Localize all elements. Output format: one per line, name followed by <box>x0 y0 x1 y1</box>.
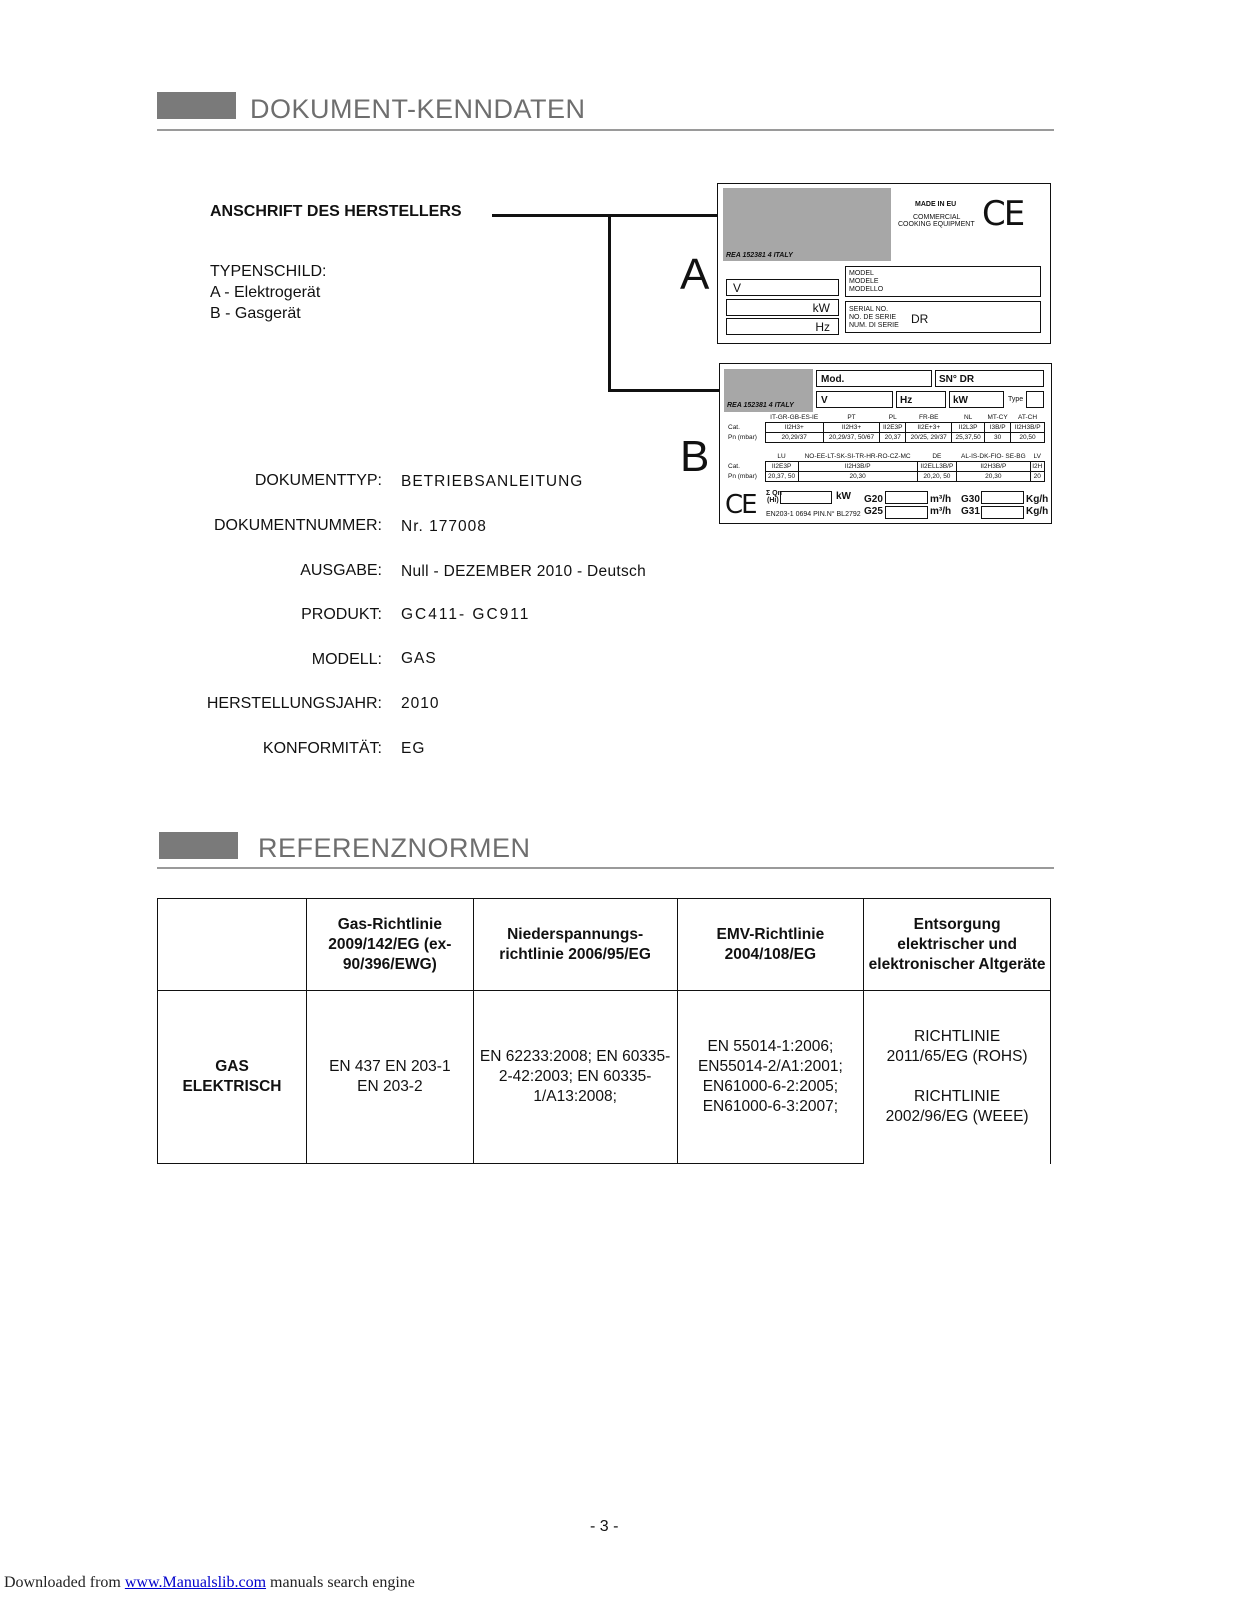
field-value-konformitaet: EG <box>401 740 426 757</box>
page-number: - 3 - <box>590 1518 619 1535</box>
plate-a-model-field: MODEL MODELE MODELLO <box>845 266 1041 297</box>
plate-b-m3h-2: m³/h <box>930 506 952 517</box>
norms-table <box>157 898 1051 1164</box>
manufacturer-label: ANSCHRIFT DES HERSTELLERS <box>210 203 462 220</box>
table-header-emv: EMV-Richtlinie 2004/108/EG <box>677 899 864 991</box>
plate-b-g30-field <box>981 491 1024 504</box>
typenschild-a: A - Elektrogerät <box>210 284 321 301</box>
disposal-weee: RICHTLINIE 2002/96/EG (WEEE) <box>885 1088 1029 1126</box>
plate-b-sn-field: SN° DR <box>935 370 1044 387</box>
plate-a-logo-area <box>723 188 891 261</box>
plate-b-qn-field <box>780 491 832 504</box>
footer-suffix: manuals search engine <box>266 1574 415 1591</box>
table-header-empty <box>158 899 307 991</box>
section-rule <box>157 867 1054 869</box>
plate-a <box>717 183 1051 344</box>
section-title-referenznormen: REFERENZNORMEN <box>258 833 531 863</box>
plate-b-ce-mark: CE <box>725 490 756 520</box>
field-label-produkt: PRODUKT: <box>301 606 382 623</box>
plate-b-letter: B <box>680 432 710 481</box>
plate-b-g20: G20 <box>864 494 883 505</box>
table-row <box>158 991 1051 1164</box>
field-value-herstellungsjahr: 2010 <box>401 695 440 712</box>
connector-line <box>492 214 719 217</box>
plate-b-g30: G30 <box>961 494 980 505</box>
table-cell-disposal <box>864 991 1051 1164</box>
plate-a-letter: A <box>680 250 710 299</box>
plate-b-kw2: kW <box>836 491 851 502</box>
connector-line <box>608 389 720 392</box>
plate-b-table-2: LU NO-EE-LT-SK-SI-TR-HR-RO-CZ-MC DE AL-IS-DK-FIO- SE-BG LV Cat. II2E3P II2H3B/P II2ELL3B/P II2H3B/P I2H Pn (mbar) 20,37, 50 20,30 20,20, 50 20,30 20 <box>727 452 1045 482</box>
table-cell-emv: EN 55014-1:2006; EN55014-2/A1:2001; EN61000-6-2:2005; EN61000-6-3:2007; <box>677 991 864 1164</box>
plate-b-g25-field <box>885 506 928 519</box>
footer <box>4 1574 415 1592</box>
plate-b-g25: G25 <box>864 506 883 517</box>
table-header-disposal: Entsorgung elektrischer und elektronischer Altgeräte <box>864 899 1051 991</box>
plate-b-en-pin: EN203-1 0694 PIN.N° BL2792 <box>766 511 861 518</box>
plate-a-cooking: COOKING EQUIPMENT <box>898 221 975 228</box>
plate-b-v-field: V <box>816 391 893 408</box>
plate-b-type-field <box>1026 391 1044 408</box>
plate-b-kgh-2: Kg/h <box>1026 506 1049 517</box>
section-bar <box>159 832 238 859</box>
table-cell-gas: EN 437 EN 203-1 EN 203-2 <box>306 991 473 1164</box>
plate-b-g31: G31 <box>961 506 980 517</box>
field-label-konformitaet: KONFORMITÄT: <box>262 740 382 757</box>
field-label-ausgabe: AUSGABE: <box>300 562 382 579</box>
field-label-herstellungsjahr: HERSTELLUNGSJAHR: <box>206 695 382 712</box>
plate-a-serial-field: SERIAL NO. NO. DE SERIE NUM. DI SERIE DR <box>845 301 1041 333</box>
plate-a-made-in: MADE IN EU <box>915 201 957 208</box>
table-header-low-voltage: Niederspannungs-richtlinie 2006/95/EG <box>473 899 677 991</box>
table-header-gas: Gas-Richtlinie 2009/142/EG (ex-90/396/EWG) <box>306 899 473 991</box>
disposal-rohs: RICHTLINIE 2011/65/EG (ROHS) <box>886 1028 1028 1066</box>
field-value-produkt: GC411- GC911 <box>401 606 531 623</box>
plate-b-table-1: IT-GR-GB-ES-IE PT PL FR-BE NL MT-CY AT-CH Cat. II2H3+ II2H3+ II2E3P II2E+3+ II2L3P I3B/P II2H3B/P Pn (mbar) 20,29/37 20,29/37, 50/67 20,37 20/25, 29/37 25,37,50 30 20,50 <box>727 413 1045 443</box>
plate-a-rea: REA 152381 4 ITALY <box>726 252 793 259</box>
plate-b-rea: REA 152381 4 ITALY <box>727 402 794 409</box>
section-rule <box>157 129 1054 131</box>
plate-b-m3h-1: m³/h <box>930 494 952 505</box>
plate-b-hz-field: Hz <box>896 391 946 408</box>
table-cell-low-voltage: EN 62233:2008; EN 60335-2-42:2003; EN 60335-1/A13:2008; <box>473 991 677 1164</box>
field-label-dokumenttyp: DOKUMENTTYP: <box>254 472 382 489</box>
plate-b-type-label: Type <box>1008 396 1024 403</box>
plate-a-commercial: COMMERCIAL <box>913 214 961 221</box>
field-value-modell: GAS <box>401 650 437 667</box>
field-label-dokumentnummer: DOKUMENTNUMMER: <box>214 517 382 534</box>
plate-b-g20-field <box>885 491 928 504</box>
plate-a-v-field: V <box>726 279 839 296</box>
table-row-label: GAS ELEKTRISCH <box>158 991 307 1164</box>
plate-b-mod-field: Mod. <box>816 370 932 387</box>
footer-link[interactable]: www.Manualslib.com <box>124 1574 267 1591</box>
field-value-dokumentnummer: Nr. 177008 <box>401 518 487 535</box>
plate-b-kw-field: kW <box>949 391 1004 408</box>
plate-b-hi: (Hi) <box>767 497 779 504</box>
connector-line <box>608 214 611 392</box>
field-label-modell: MODELL: <box>311 651 382 668</box>
plate-b-kgh-1: Kg/h <box>1026 494 1049 505</box>
typenschild-b: B - Gasgerät <box>210 305 301 322</box>
field-value-ausgabe: Null - DEZEMBER 2010 - Deutsch <box>401 563 647 580</box>
plate-b <box>719 363 1052 524</box>
section-bar <box>157 92 236 119</box>
field-value-dokumenttyp: BETRIEBSANLEITUNG <box>401 473 584 490</box>
plate-b-qn: Σ Qn <box>766 490 782 497</box>
plate-a-kw-field: kW <box>726 299 839 316</box>
plate-b-g31-field <box>981 506 1024 519</box>
plate-a-ce-mark: CE <box>982 194 1024 234</box>
footer-prefix: Downloaded from <box>4 1574 125 1591</box>
section-title-kenndaten: DOKUMENT-KENNDATEN <box>250 94 586 124</box>
typenschild-heading: TYPENSCHILD: <box>210 263 327 280</box>
plate-a-hz-field: Hz <box>726 318 839 335</box>
